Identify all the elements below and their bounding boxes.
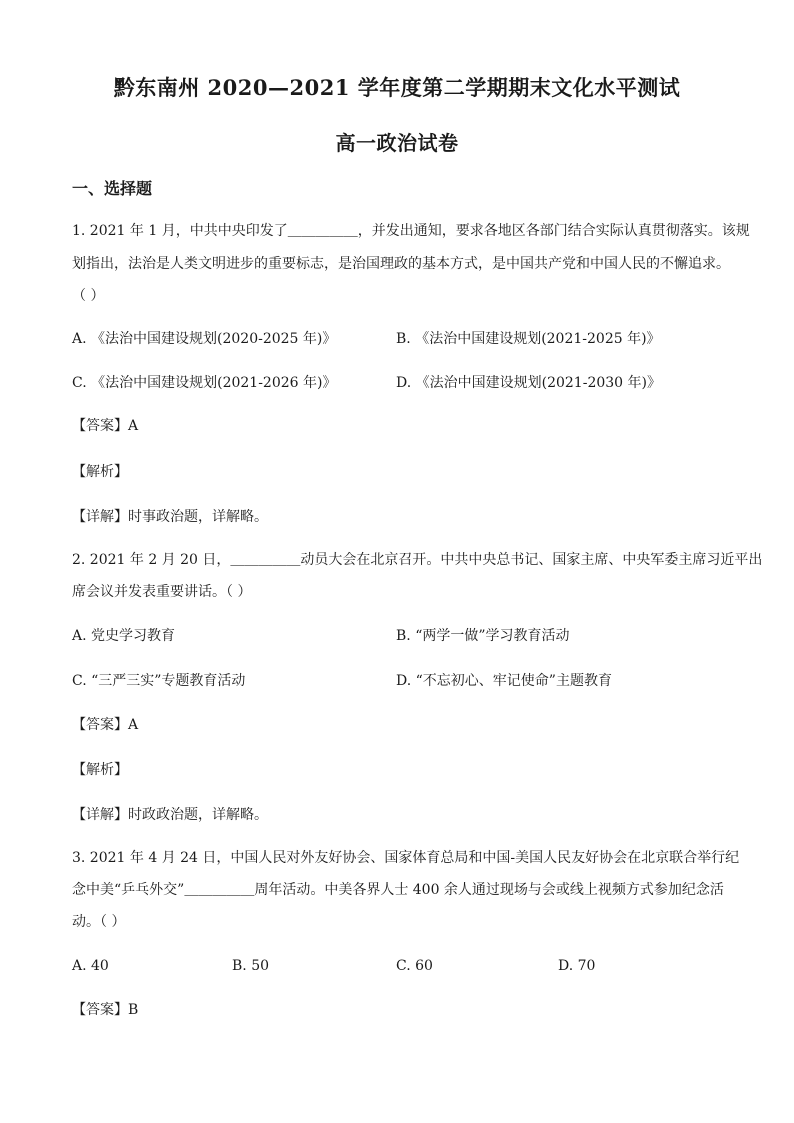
question-1-detail: 【详解】时事政治题，详解略。 bbox=[72, 509, 268, 525]
question-3-option-a: A. 40 bbox=[72, 958, 109, 974]
question-2-line-2: 席会议并发表重要讲话。（ ） bbox=[72, 584, 252, 600]
question-2-option-b: B. “两学一做”学习教育活动 bbox=[396, 628, 570, 644]
question-1-line-2: 划指出，法治是人类文明进步的重要标志，是治国理政的基本方式，是中国共产党和中国人民的不懈追求。 bbox=[72, 256, 730, 272]
section-heading: 一、选择题 bbox=[72, 179, 153, 198]
question-3-option-b: B. 50 bbox=[232, 958, 270, 974]
question-1-line-3: （ ） bbox=[72, 288, 105, 304]
question-2-option-a: A. 党史学习教育 bbox=[72, 628, 176, 644]
question-1-answer: 【答案】A bbox=[72, 418, 139, 434]
question-1-option-d: D. 《法治中国建设规划(2021-2030 年)》 bbox=[396, 375, 661, 391]
exam-title: 黔东南州 2020—2021 学年度第二学期期末文化水平测试 bbox=[113, 75, 681, 100]
question-3-line-2: 念中美“乒乓外交”＿＿＿＿＿周年活动。中美各界人士 400 余人通过现场与会或线上视频方式参加纪念活 bbox=[72, 882, 724, 898]
question-1-option-b: B. 《法治中国建设规划(2021-2025 年)》 bbox=[396, 331, 661, 347]
question-3-answer: 【答案】B bbox=[72, 1002, 139, 1018]
question-2-answer: 【答案】A bbox=[72, 717, 139, 733]
question-1-line-1: 1. 2021 年 1 月，中共中央印发了＿＿＿＿＿，并发出通知，要求各地区各部门结合实际认真贯彻落实。该规 bbox=[72, 223, 750, 239]
question-2-line-1: 2. 2021 年 2 月 20 日，＿＿＿＿＿动员大会在北京召开。中共中央总书记、国家主席、中央军委主席习近平出 bbox=[72, 552, 763, 568]
question-2-option-d: D. “不忘初心、牢记使命”主题教育 bbox=[396, 673, 612, 689]
question-3-option-c: C. 60 bbox=[396, 958, 433, 974]
question-2-analysis: 【解析】 bbox=[72, 762, 128, 778]
question-1-analysis: 【解析】 bbox=[72, 464, 128, 480]
question-2-detail: 【详解】时政政治题，详解略。 bbox=[72, 807, 268, 823]
question-3-option-d: D. 70 bbox=[558, 958, 596, 974]
question-1-option-a: A. 《法治中国建设规划(2020-2025 年)》 bbox=[72, 331, 337, 347]
question-3-line-1: 3. 2021 年 4 月 24 日，中国人民对外友好协会、国家体育总局和中国-美国人民友好协会在北京联合举行纪 bbox=[72, 850, 740, 866]
question-3-line-3: 动。（ ） bbox=[72, 914, 126, 930]
question-2-option-c: C. “三严三实”专题教育活动 bbox=[72, 673, 246, 689]
question-1-option-c: C. 《法治中国建设规划(2021-2026 年)》 bbox=[72, 375, 337, 391]
exam-subtitle: 高一政治试卷 bbox=[335, 131, 459, 155]
